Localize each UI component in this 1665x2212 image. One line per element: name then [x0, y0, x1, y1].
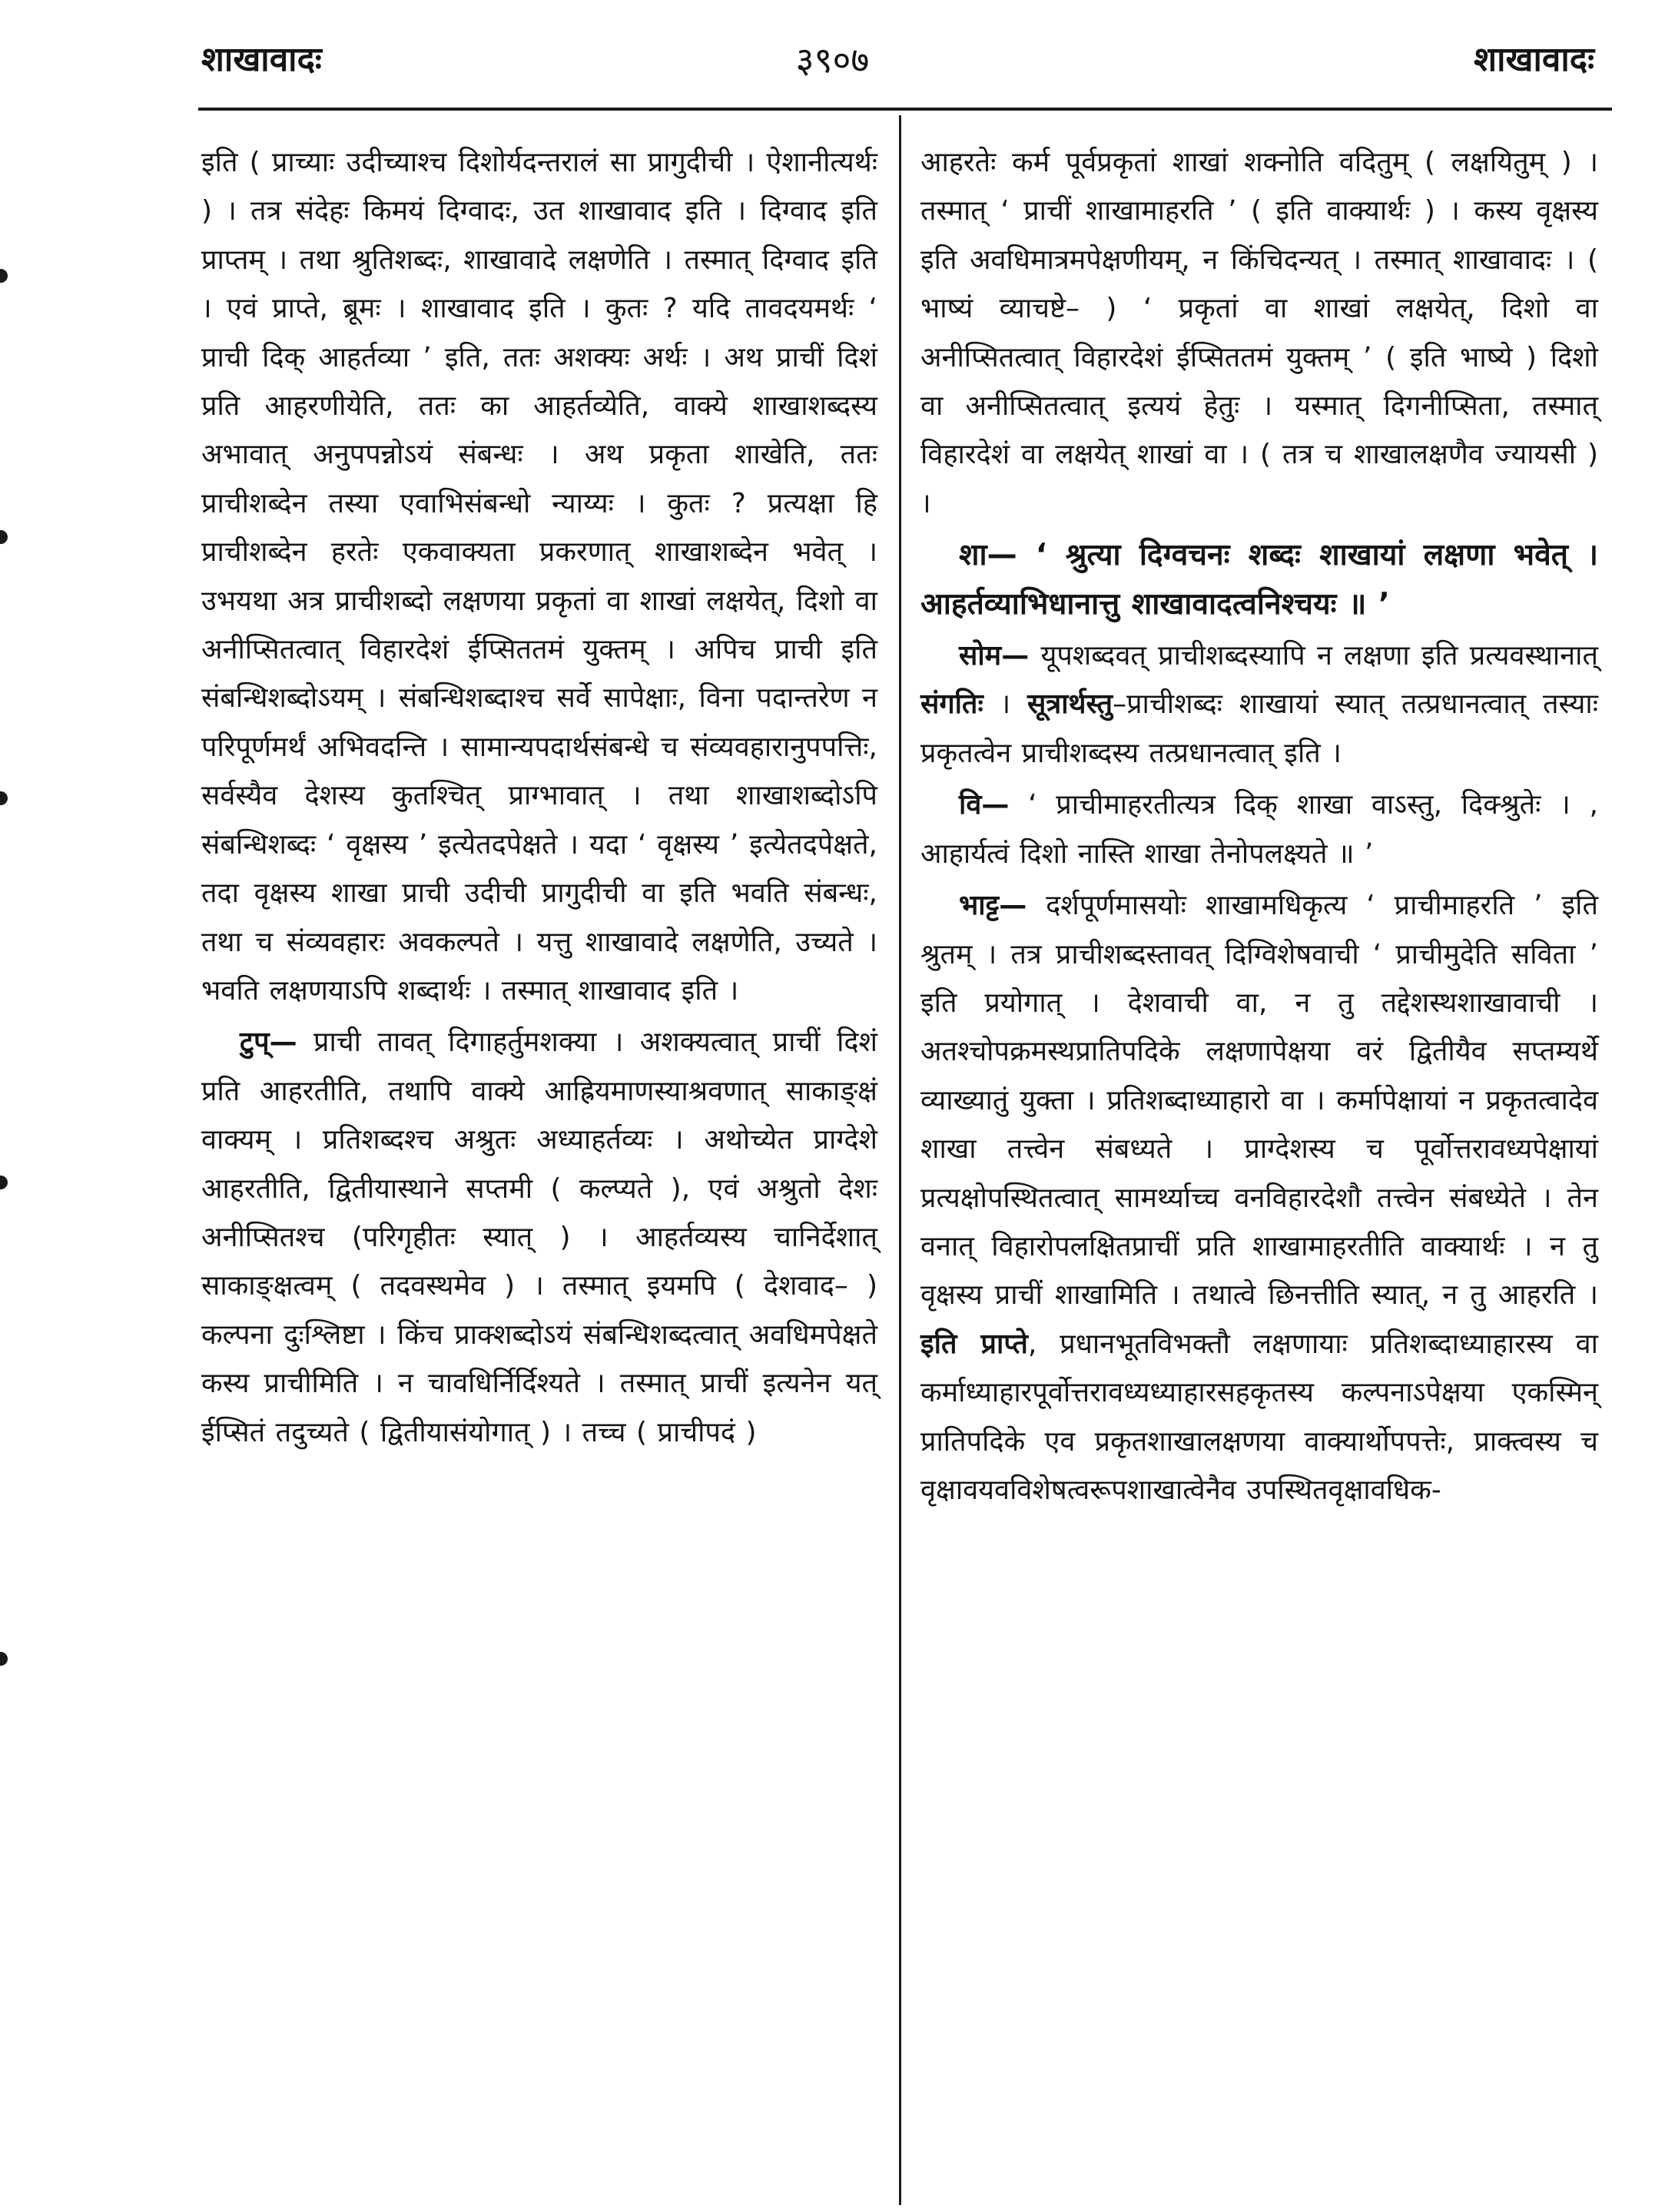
binding-mark: [0, 1176, 8, 1189]
right-paragraph-3: [920, 632, 1598, 778]
binding-mark: [0, 269, 8, 283]
commentary-text-soma-b: ।: [983, 688, 1028, 721]
commentary-label-vi: वि—: [959, 789, 1010, 821]
sutrartha-term: सूत्रार्थस्तु: [1027, 688, 1113, 721]
binding-mark: [0, 791, 8, 805]
commentary-text-tup: प्राची तावत् दिगाहर्तुमशक्या । अशक्यत्वात् प्राचीं दिशं प्रति आहरतीति, तथापि वाक्ये आह्रियमाणस्याश्रवणात् साकाङ्क्षं वाक्यम् । प्रतिशब्दश्च अश्रुतः अध्याहर्तव्यः । अथोच्येत प्राग्देशे आहरतीति, द्वितीयास्थाने सप्तमी ( कल्प्यते ), एवं अश्रुतो देशः अनीप्सितश्च (परिगृहीतः स्यात् ) । आहर्तव्यस्य चानिर्देशात् साकाङ्क्षत्वम् ( तदवस्थमेव ) । तस्मात् इयमपि ( देशवाद– ) कल्पना दुःश्लिष्टा । किंच प्राक्शब्दोऽयं संबन्धिशब्दत्वात् अवधिमपेक्षते कस्य प्राचीमिति । न चावधिर्निर्दिश्यते । तस्मात् प्राचीं इत्यनेन यत् ईप्सितं तदुच्यते ( द्वितीयासंयोगात् ) । तच्च ( प्राचीपदं ): [201, 1026, 877, 1448]
commentary-text-bhatta-a: दर्शपूर्णमासयोः शाखामधिकृत्य ‘ प्राचीमाहरति ’ इति श्रुतम् । तत्र प्राचीशब्दस्तावत् दिग्विशेषवाची ‘ प्राचीमुदेति सविता ’ इति प्रयोगात् । देशवाची वा, न तु तद्देशस्थशाखावाची । अतश्चोपक्रमस्थप्रातिपदिके लक्षणापेक्षया वरं द्वितीयैव सप्तम्यर्थे व्याख्यातुं युक्ता । प्रतिशब्दाध्याहारो वा । कर्मापेक्षायां न प्रकृतत्वादेव शाखा तत्त्वेन संबध्यते । प्राग्देशस्य च पूर्वोत्तरावध्यपेक्षायां प्रत्यक्षोपस्थितत्वात् सामर्थ्याच्च वनविहारदेशौ तत्त्वेन संबध्येते । तेन वनात् विहारोपलक्षितप्राचीं प्रति शाखामाहरतीति वाक्यार्थः । न तु वृक्षस्य प्राचीं शाखामिति । तथात्वे छिनत्तीति स्यात्, न तु आहरति ।: [920, 890, 1598, 1312]
iti-prapte-term: इति प्राप्ते: [920, 1328, 1028, 1360]
commentary-label-soma: सोम—: [959, 640, 1030, 672]
left-column: [201, 138, 877, 1457]
right-paragraph-4: [920, 781, 1598, 878]
commentary-text-bhatta-b: , प्रधानभूतविभक्तौ लक्षणायाः प्रतिशब्दाध्याहारस्य वा कर्माध्याहारपूर्वोत्तरावध्यध्याहारसहकृतस्य कल्पनाऽपेक्षया एकस्मिन् प्रातिपदिके एव प्रकृतशाखालक्षणया वाक्यार्थोपपत्तेः, प्राक्त्वस्य च वृक्षावयवविशेषत्वरूपशाखात्वेनैव उपस्थितवृक्षावधिक-: [920, 1328, 1598, 1506]
right-column: [920, 138, 1598, 1514]
left-paragraph-1: इति ( प्राच्याः उदीच्याश्च दिशोर्यदन्तरालं सा प्रागुदीची । ऐशानीत्यर्थः ) । तत्र संदेहः किमयं दिग्वादः, उत शाखावाद इति । दिग्वाद इति प्राप्तम् । तथा श्रुतिशब्दः, शाखावादे लक्षणेति । तस्मात् दिग्वाद इति । एवं प्राप्ते, ब्रूमः । शाखावाद इति । कुतः ? यदि तावदयमर्थः ‘ प्राची दिक् आहर्तव्या ’ इति, ततः अशक्यः अर्थः । अथ प्राचीं दिशं प्रति आहरणीयेति, ततः का आहर्तव्येति, वाक्ये शाखाशब्दस्य अभावात् अनुपपन्नोऽयं संबन्धः । अथ प्रकृता शाखेति, ततः प्राचीशब्देन तस्या एवाभिसंबन्धो न्याय्यः । कुतः ? प्रत्यक्षा हि प्राचीशब्देन हरतेः एकवाक्यता प्रकरणात् शाखाशब्देन भवेत् । उभयथा अत्र प्राचीशब्दो लक्षणया प्रकृतां वा शाखां लक्षयेत्, दिशो वा अनीप्सितत्वात् विहारदेशं ईप्सिततमं युक्तम् । अपिच प्राची इति संबन्धिशब्दोऽयम् । संबन्धिशब्दाश्च सर्वे सापेक्षाः, विना पदान्तरेण न परिपूर्णमर्थं अभिवदन्ति । सामान्यपदार्थसंबन्धे च संव्यवहारानुपपत्तिः, सर्वस्यैव देशस्य कुतश्चित् प्राग्भावात् । तथा शाखाशब्दोऽपि संबन्धिशब्दः ‘ वृक्षस्य ’ इत्येतदपेक्षते । यदा ‘ वृक्षस्य ’ इत्येतदपेक्षते, तदा वृक्षस्य शाखा प्राची उदीची प्रागुदीची वा इति भवति संबन्धः, तथा च संव्यवहारः अवकल्पते । यत्तु शाखावादे लक्षणेति, उच्यते । भवति लक्षणयाऽपि शब्दार्थः । तस्मात् शाखावाद इति ।: [201, 147, 877, 1007]
left-paragraph-2: [201, 1018, 877, 1457]
binding-mark: [0, 1652, 8, 1666]
header-rule: [198, 108, 1612, 111]
sangati-term: संगतिः: [920, 688, 983, 721]
commentary-label-tup: टुप्—: [240, 1026, 297, 1059]
page-number: ३९०७: [795, 39, 870, 81]
verse-text-sha: ‘ श्रुत्या दिग्वचनः शब्दः शाखायां लक्षणा भवेत् । आहर्तव्याभिधानात्तु शाखावादत्वनिश्चयः ॥ ’: [920, 538, 1599, 622]
column-divider: [899, 115, 901, 2205]
running-head-left: शाखावादः: [201, 40, 322, 79]
verse-text-vi: ‘ प्राचीमाहरतीत्यत्र दिक् शाखा वाऽस्तु, दिक्श्रुतेः । , आहार्यत्वं दिशो नास्ति शाखा तेनोपलक्ष्यते ॥ ’: [920, 789, 1598, 870]
commentary-label-bhatta: भाट्ट—: [959, 890, 1027, 922]
commentary-text-soma-c: –प्राचीशब्दः शाखायां स्यात् तत्प्रधानत्वात् तस्याः प्रकृतत्वेन प्राचीशब्दस्य तत्प्रधानत्वात् इति ।: [920, 688, 1598, 769]
commentary-text-soma-a: यूपशब्दवत् प्राचीशब्दस्यापि न लक्षणा इति प्रत्यवस्थानात्: [1040, 640, 1598, 672]
right-paragraph-2: [920, 531, 1598, 628]
commentary-label-sha: शा—: [959, 538, 1017, 573]
right-paragraph-1: आहरतेः कर्म पूर्वप्रकृतां शाखां शक्नोति वदितुम् ( लक्षयितुम् ) । तस्मात् ‘ प्राचीं शाखामाहरति ’ ( इति वाक्यार्थः ) । कस्य वृक्षस्य इति अवधिमात्रमपेक्षणीयम्, न किंचिदन्यत् । तस्मात् शाखावादः । ( भाष्यं व्याचष्टे– ) ‘ प्रकृतां वा शाखां लक्षयेत्, दिशो वा अनीप्सितत्वात् विहारदेशं ईप्सिततमं युक्तम् ’ ( इति भाष्ये ) दिशो वा अनीप्सितत्वात् इत्ययं हेतुः । यस्मात् दिगनीप्सिता, तस्मात् विहारदेशं वा लक्षयेत् शाखां वा । ( तत्र च शाखालक्षणैव ज्यायसी ) ।: [920, 147, 1598, 519]
right-paragraph-5: [920, 881, 1598, 1514]
binding-mark: [0, 530, 8, 544]
running-head-right: शाखावादः: [1474, 40, 1594, 79]
